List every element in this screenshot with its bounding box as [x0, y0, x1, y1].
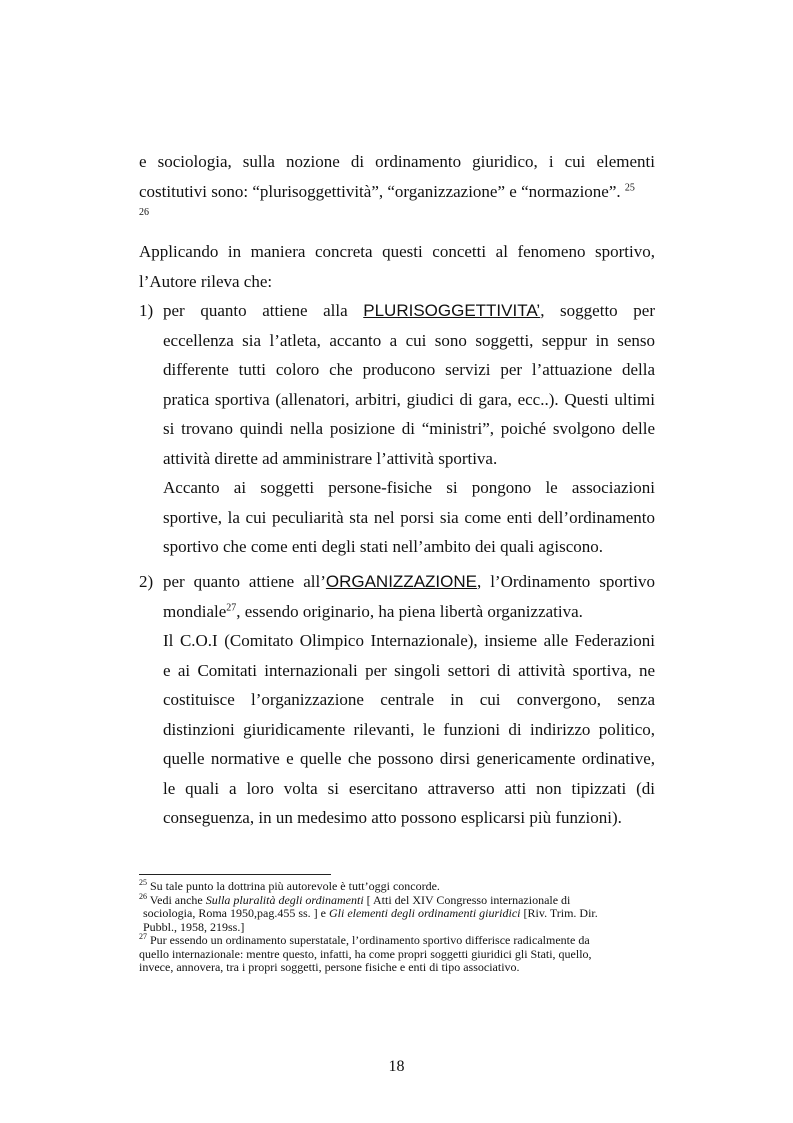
list-item-1-body [163, 296, 655, 562]
page-number: 18 [388, 1058, 405, 1075]
footnotes [139, 880, 655, 975]
applying-paragraph [139, 237, 655, 296]
applying-line-1: Applicando in maniera concreta questi concetti al fenomeno sportivo, [139, 242, 655, 261]
list-item-2-sub-line: quelle normative e quelle che possono dirsi genericamente ordinative, [163, 749, 655, 768]
list-item-2-sub-line: conseguenza, in un medesimo atto possono esplicarsi più funzioni). [163, 808, 622, 827]
list-item-2-sub-line: costituisce l’organizzazione centrale in cui convergono, senza [163, 690, 655, 709]
organizzazione-keyword: ORGANIZZAZIONE [325, 572, 477, 591]
list-item-1-first-line: per quanto attiene alla PLURISOGGETTIVITA’, soggetto per [163, 301, 655, 320]
footnote-separator [139, 874, 331, 875]
applying-line-2: l’Autore rileva che: [139, 271, 273, 291]
list-item-1-sub-line: sportive, la cui peculiarità sta nel porsi sia come enti dell’ordinamento [163, 507, 655, 527]
list-item-2-number: 2) [139, 572, 154, 591]
plurisoggettivita-keyword: PLURISOGGETTIVITA’ [363, 301, 541, 320]
list-item-2-second-line: mondiale$^{27}$, essendo originario, ha piena libertà organizzativa. [163, 601, 583, 621]
list-item-1-line: attività dirette ad amministrare l’attività sportiva. [163, 448, 498, 468]
intro-line-1: e sociologia, sulla nozione di ordinamento giuridico, i cui elementi [139, 152, 655, 171]
cited-work-title: Gli elementi degli ordinamenti giuridici [328, 906, 521, 920]
list-item-1-line: pratica sportiva (allenatori, arbitri, giudici di gara, ecc..). Questi ultimi [163, 389, 655, 409]
list-item-1-line: eccellenza sia l’atleta, accanto a cui sono soggetti, seppur in senso [163, 330, 655, 350]
intro-line-2: costitutivi sono: “plurisoggettività”, “organizzazione” e “normazione”. $^{25}$ [139, 181, 635, 201]
list-item-2-sub-line: distinzioni giuridicamente rilevanti, le funzioni di indirizzo politico, [163, 719, 655, 739]
list-item-2-sub-line: le quali a loro volta si esercitano attraverso atti non tipizzati (di [163, 778, 655, 798]
footnote-ref-27[interactable]: 27 [226, 601, 237, 613]
list-item-2-sub-line: Il C.O.I (Comitato Olimpico Internazionale), insieme alle Federazioni [163, 631, 655, 650]
list-item-1-number: 1) [139, 301, 154, 320]
list-item-1-line: differente tutti coloro che producono servizi per l’attuazione della [163, 360, 655, 379]
footnote-27: $^{27}$ Pur essendo un ordinamento superstatale, l’ordinamento sportivo differisce radicalmente da quello internazionale: mentre questo, infatti, ha come propri soggetti giuridici gli Stati, quello, invece, annovera, tra i propri soggetti, persone fisiche e enti di tipo associativo. [139, 932, 592, 974]
intro-paragraph [139, 147, 655, 220]
cited-work-title: Sulla pluralità degli ordinamenti [205, 892, 364, 907]
list-item-1 [139, 296, 655, 562]
footnote-ref-25[interactable]: 25 [624, 181, 635, 193]
list-item-2-sub-line: e ai Comitati internazionali per singoli settori di attività sportiva, ne [163, 660, 655, 680]
list-item-1-line: si trovano quindi nella posizione di “ministri”, poiché svolgono delle [163, 419, 655, 438]
list-item-2 [139, 567, 655, 833]
list-item-1-sub-line: Accanto ai soggetti persone-fisiche si pongono le associazioni [163, 478, 655, 497]
list-item-2-first-line: per quanto attiene all’ORGANIZZAZIONE, l’Ordinamento sportivo [163, 572, 655, 591]
footnote-ref-26[interactable]: 26 [139, 207, 149, 218]
footnote-25: $^{25}$ Su tale punto la dottrina più autorevole è tutt’oggi concorde. [139, 878, 440, 893]
list-item-2-body [163, 567, 655, 833]
list-item-1-sub-line: sportivo che come enti degli stati nell’ambito dei quali agiscono. [163, 537, 603, 556]
footnote-26: $^{26}$ Vedi anche Sulla pluralità degli ordinamenti [ Atti del XIV Congresso internazionale di sociologia, Roma 1950,pag.455 ss. ] e Gli elementi degli ordinamenti giuridici [Riv. Trim. Dir. Pubbl., 1958, 219ss.] [139, 891, 598, 934]
